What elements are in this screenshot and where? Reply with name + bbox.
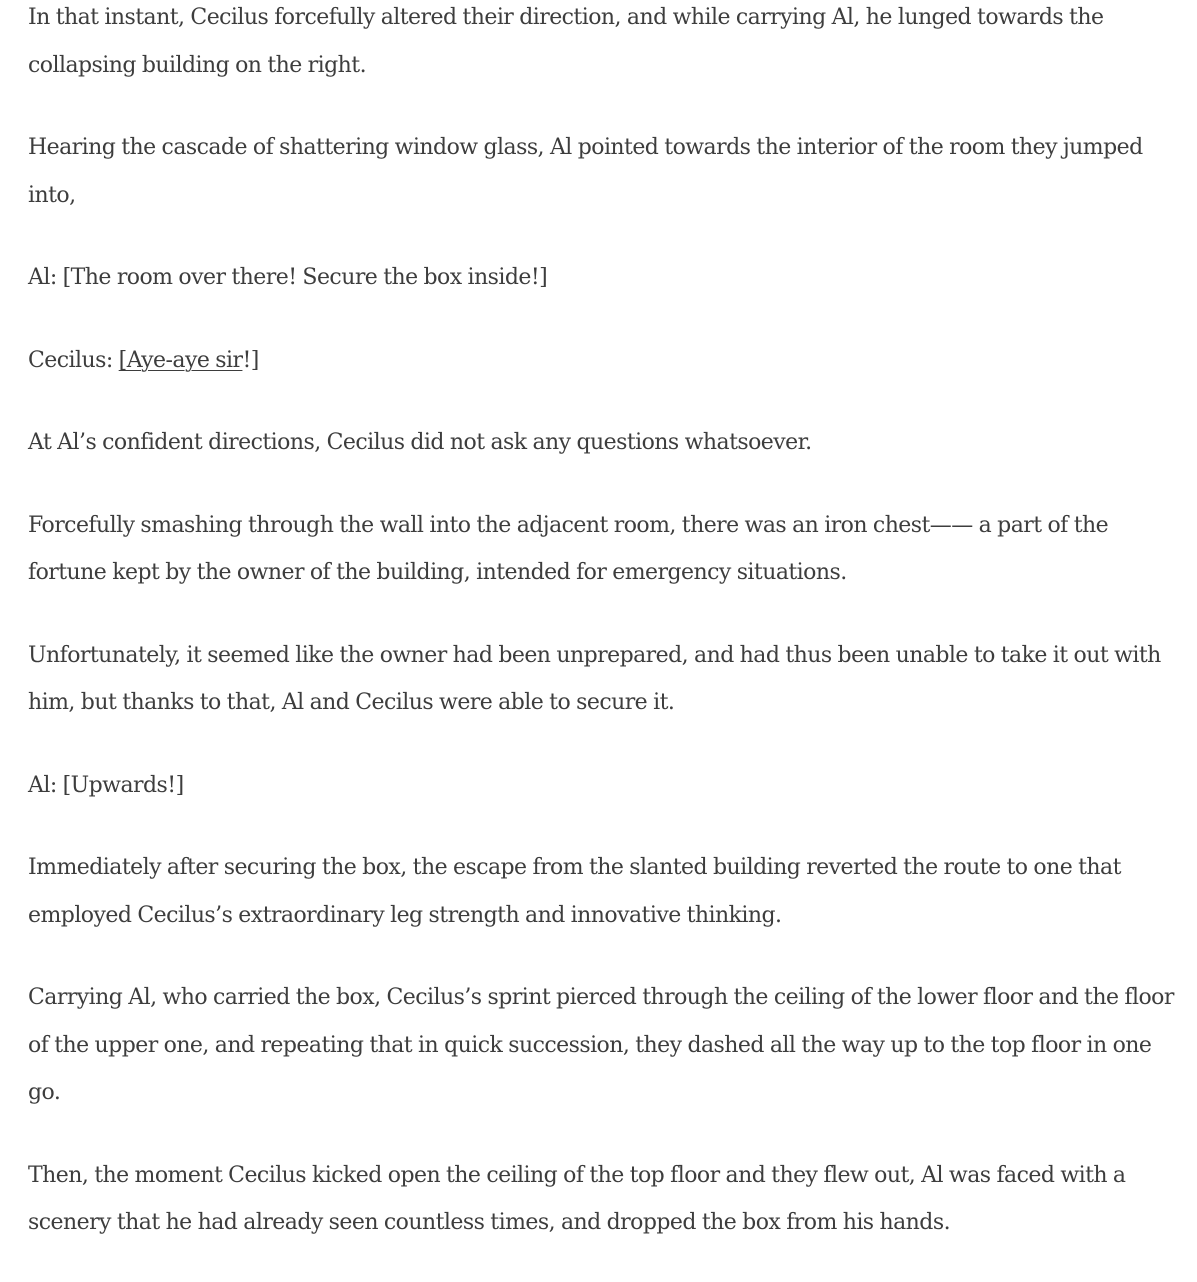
dialogue-speaker: Cecilus: — [28, 347, 119, 373]
chapter-text — [28, 0, 1178, 1282]
dialogue-line: Al: [The room over there! Secure the box inside!] — [28, 265, 548, 290]
dialogue-line: Al: [Upwards!] — [28, 772, 184, 798]
paragraph: Hearing the cascade of shattering window glass, Al pointed towards the interior of the room they jumped into, — [28, 135, 1143, 208]
dialogue-suffix: !] — [242, 347, 259, 373]
dialogue-line — [28, 337, 1178, 385]
paragraph: Carrying Al, who carried the box, Cecilus’s sprint pierced through the ceiling of the lower floor and the floor of the upper one, and repeating that in quick succession, they dashed all the way up to the top floor in one go. — [28, 985, 1174, 1105]
paragraph: Unfortunately, it seemed like the owner had been unprepared, and had thus been unable to take it out with him, but thanks to that, Al and Cecilus were able to secure it. — [28, 642, 1161, 715]
paragraph: At Al’s confident directions, Cecilus did not ask any questions whatsoever. — [28, 430, 812, 455]
dialogue-link[interactable]: [Aye-aye sir — [118, 347, 243, 373]
paragraph: Immediately after securing the box, the escape from the slanted building reverted the route to one that employed Cecilus’s extraordinary leg strength and innovative thinking. — [28, 855, 1121, 928]
paragraph: Forcefully smashing through the wall into the adjacent room, there was an iron chest—— a part of the fortune kept by the owner of the building, intended for emergency situations. — [28, 512, 1109, 585]
paragraph: In that instant, Cecilus forcefully altered their direction, and while carrying Al, he lunged towards the collapsing building on the right. — [28, 5, 1104, 78]
paragraph: Then, the moment Cecilus kicked open the ceiling of the top floor and they flew out, Al was faced with a scenery that he had already seen countless times, and dropped the box from his hands. — [28, 1162, 1126, 1235]
